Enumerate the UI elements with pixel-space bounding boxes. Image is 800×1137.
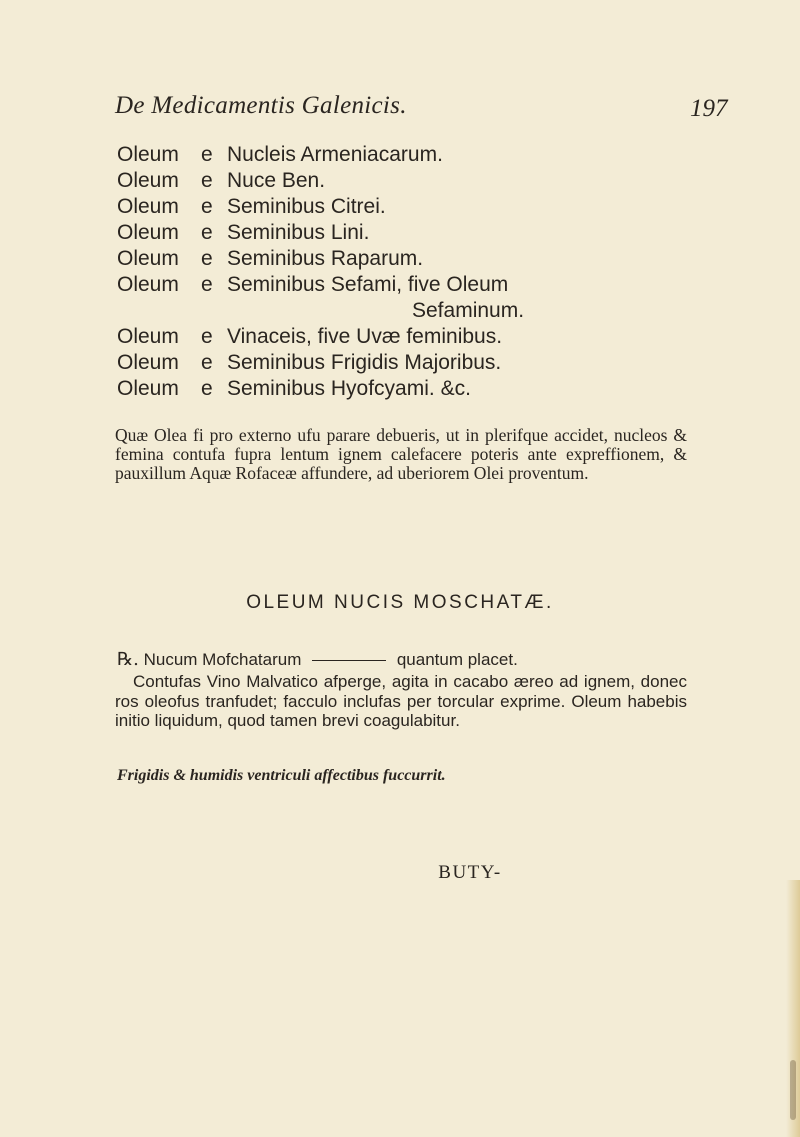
oil-list-item [117,350,757,376]
oil-source: Seminibus Raparum. [227,247,424,270]
oil-word: Oleum [117,247,179,270]
oil-word: Oleum [117,273,179,296]
recipe-ingredient: Nucum Mofchatarum [143,650,302,669]
note-paragraph: Quæ Olea fi pro externo ufu parare debueris, ut in plerifque accidet, nucleos & femina contufa fupra lentum ignem calefacere poteris ante expreffionem, & pauxillum Aquæ Rofaceæ affundere, ad uberiorem Olei proventum. [115,425,687,483]
running-title: De Medicamentis Galenicis. [115,92,407,119]
page-number: 197 [690,95,728,122]
oil-prep: e [201,325,213,348]
method-text [115,672,687,731]
oil-list-item [117,324,757,350]
oil-word: Oleum [117,143,179,166]
oil-source: Seminibus Frigidis Majoribus. [227,351,502,374]
recipe-quantity: quantum placet. [396,650,518,669]
section-heading: OLEUM NUCIS MOSCHATÆ. [246,592,554,613]
oil-word: Oleum [117,195,179,218]
oil-prep: e [201,351,213,374]
oil-list-item [117,376,757,402]
oil-source: Seminibus Lini. [227,221,370,244]
oil-source: Seminibus Hyofcyami. &c. [227,377,471,400]
oil-prep: e [201,195,213,218]
recipe-line [117,650,687,670]
oil-prep: e [201,273,213,296]
oil-source: Seminibus Citrei. [227,195,386,218]
oil-prep: e [201,169,213,192]
oil-prep: e [201,221,213,244]
recipe-symbol: ℞. [117,649,139,670]
indication-line: Frigidis & humidis ventriculi affectibus fuccurrit. [117,767,446,784]
oil-list-item [117,194,757,220]
oil-word: Oleum [117,169,179,192]
oil-source: Nuce Ben. [227,169,326,192]
oil-list [117,142,757,402]
oil-prep: e [201,377,213,400]
preparation-note [115,426,687,483]
oil-source: Vinaceis, five Uvæ feminibus. [227,325,503,348]
oil-list-item [117,220,757,246]
oil-list-item [117,272,757,298]
oil-prep: e [201,247,213,270]
recipe-dash [312,660,386,661]
oil-word: Oleum [117,351,179,374]
oil-list-item [117,142,757,168]
page-edge-mark [790,1060,796,1120]
oil-list-item [117,246,757,272]
oil-prep: e [201,143,213,166]
oil-word: Oleum [117,325,179,348]
oil-source: Seminibus Sefami, five Oleum [227,273,509,296]
oil-list-item [117,168,757,194]
oil-source: Nucleis Armeniacarum. [227,143,443,166]
method-paragraph: Contufas Vino Malvatico afperge, agita in cacabo æreo ad ignem, donec ros oleofus tranfudet; facculo inclufas per torcular exprime. Oleum habebis initio liquidum, quod tamen brevi coagulabitur. [115,672,687,730]
oil-list-continuation: Sefaminum. [412,299,525,322]
catchword: BUTY- [438,862,502,883]
oil-word: Oleum [117,377,179,400]
oil-word: Oleum [117,221,179,244]
